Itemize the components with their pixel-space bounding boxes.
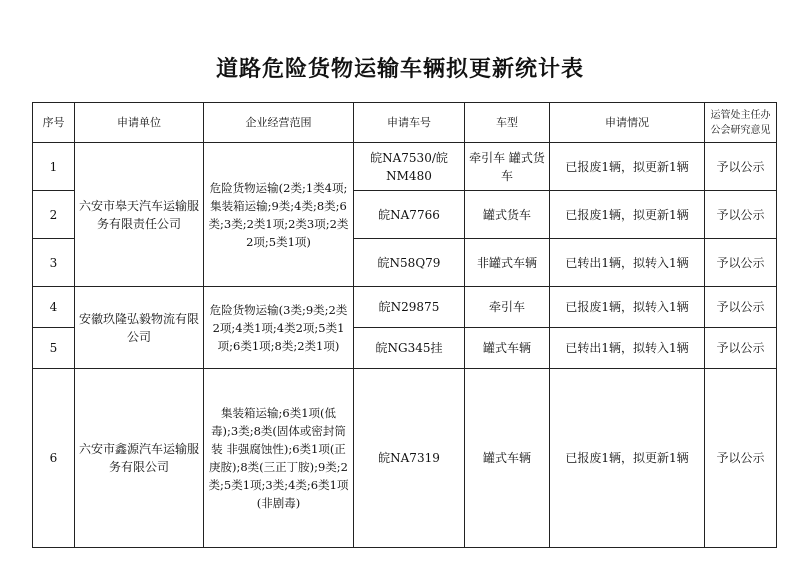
row-no: 4 [33, 287, 75, 328]
application-status: 已报废1辆，拟更新1辆 [550, 191, 705, 239]
row-no: 5 [33, 328, 75, 369]
header-scope: 企业经营范围 [204, 103, 354, 143]
row-no: 2 [33, 191, 75, 239]
plate-number: 皖N58Q79 [354, 239, 465, 287]
application-status: 已报废1辆，拟更新1辆 [550, 369, 705, 548]
company-unit: 安徽玖隆弘毅物流有限公司 [75, 287, 204, 369]
review-opinion: 予以公示 [705, 191, 777, 239]
review-opinion: 予以公示 [705, 328, 777, 369]
header-unit: 申请单位 [75, 103, 204, 143]
plate-number: 皖NG345挂 [354, 328, 465, 369]
plate-number: 皖N29875 [354, 287, 465, 328]
vehicle-type: 牵引车 [465, 287, 550, 328]
row-no: 6 [33, 369, 75, 548]
plate-number: 皖NA7530/皖NM480 [354, 143, 465, 191]
application-status: 已报废1辆，拟转入1辆 [550, 287, 705, 328]
company-unit: 六安市皋天汽车运输服务有限责任公司 [75, 143, 204, 287]
application-status: 已报废1辆，拟更新1辆 [550, 143, 705, 191]
business-scope: 危险货物运输(2类;1类4项;集装箱运输;9类;4类;8类;6类;3类;2类1项;2类3项;2类2项;5类1项) [204, 143, 354, 287]
review-opinion: 予以公示 [705, 239, 777, 287]
row-no: 1 [33, 143, 75, 191]
vehicle-type: 非罐式车辆 [465, 239, 550, 287]
header-opinion: 运管处主任办公会研究意见 [705, 103, 777, 143]
row-no: 3 [33, 239, 75, 287]
vehicle-update-table [32, 102, 777, 548]
header-plate: 申请车号 [354, 103, 465, 143]
review-opinion: 予以公示 [705, 287, 777, 328]
vehicle-type: 牵引车 罐式货车 [465, 143, 550, 191]
table-row [33, 143, 777, 191]
business-scope: 危险货物运输(3类;9类;2类2项;4类1项;4类2项;5类1项;6类1项;8类;2类1项) [204, 287, 354, 369]
header-status: 申请情况 [550, 103, 705, 143]
header-row [33, 103, 777, 143]
review-opinion: 予以公示 [705, 369, 777, 548]
document-title: 道路危险货物运输车辆拟更新统计表 [215, 57, 584, 82]
application-status: 已转出1辆，拟转入1辆 [550, 239, 705, 287]
vehicle-type: 罐式货车 [465, 191, 550, 239]
vehicle-type: 罐式车辆 [465, 369, 550, 548]
plate-number: 皖NA7766 [354, 191, 465, 239]
header-no: 序号 [33, 103, 75, 143]
table-row [33, 369, 777, 548]
company-unit: 六安市鑫源汽车运输服务有限公司 [75, 369, 204, 548]
business-scope: 集装箱运输;6类1项(低毒);3类;8类(固体或密封筒装 非强腐蚀性);6类1项(正庚胺);8类(三正丁胺);9类;2类;5类1项;3类;4类;6类1项(非剧毒) [204, 369, 354, 548]
plate-number: 皖NA7319 [354, 369, 465, 548]
review-opinion: 予以公示 [705, 143, 777, 191]
application-status: 已转出1辆，拟转入1辆 [550, 328, 705, 369]
vehicle-type: 罐式车辆 [465, 328, 550, 369]
header-vehicle-type: 车型 [465, 103, 550, 143]
table-row [33, 287, 777, 328]
